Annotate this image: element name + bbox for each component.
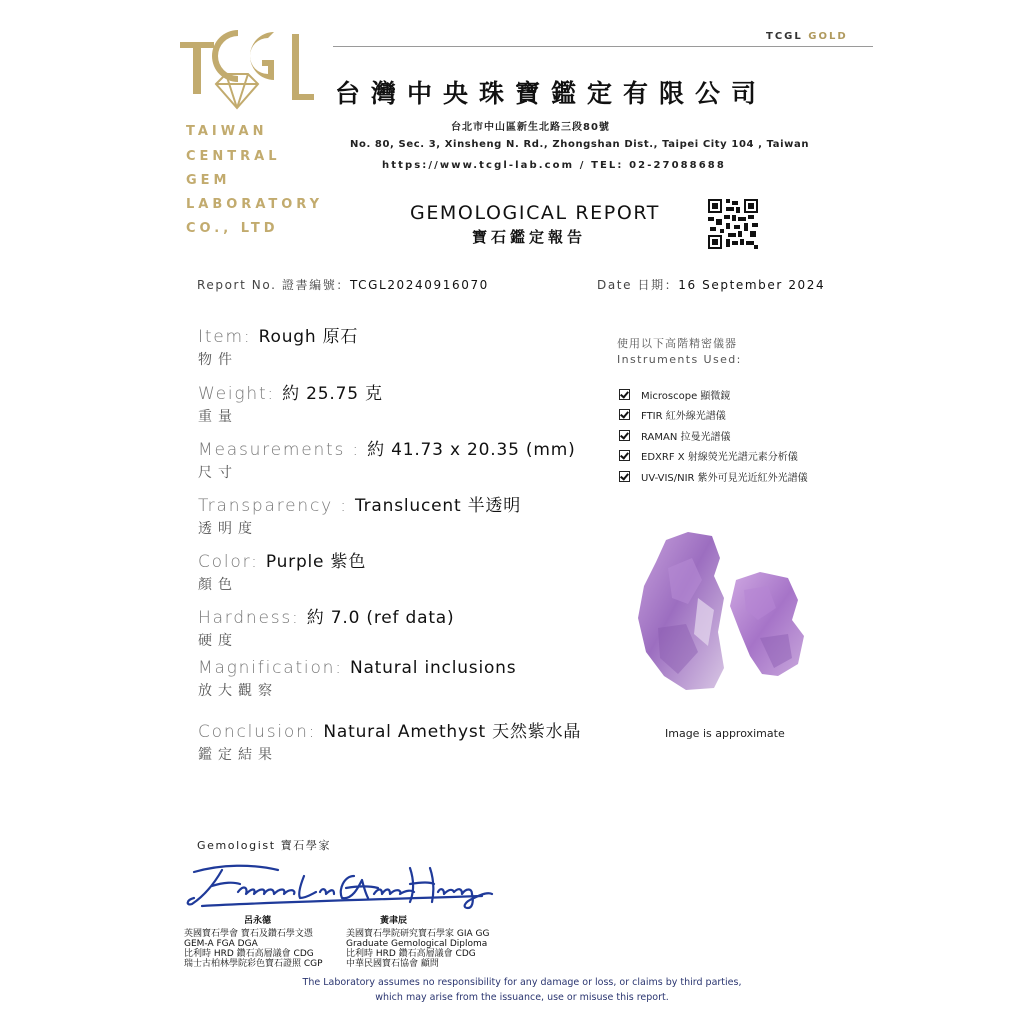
signatures-image bbox=[182, 858, 502, 910]
checkbox-checked-icon bbox=[619, 389, 630, 400]
report-number-value: TCGL20240916070 bbox=[349, 278, 489, 292]
tcgl-logo bbox=[176, 24, 316, 114]
header-rule bbox=[333, 46, 873, 47]
gemologist-label: Gemologist 寶石學家 bbox=[197, 839, 332, 852]
field-measurements: Measurements : 約 41.73 x 20.35 (mm) 尺寸 bbox=[198, 440, 576, 481]
signer-credentials: 美國寶石學院研究寶石學家 GIA GG Graduate Gemological Diploma 比利時 HRD 鑽石高層議會 CDG 中華民國寶石協會 顧問 bbox=[346, 929, 490, 969]
report-date-label: Date 日期： bbox=[597, 278, 679, 292]
checkbox-checked-icon bbox=[619, 450, 630, 461]
instruments-heading: Instruments Used: bbox=[617, 353, 742, 366]
instrument-item: FTIR 紅外線光譜儀 bbox=[619, 407, 726, 422]
report-title: GEMOLOGICAL REPORT bbox=[410, 202, 660, 224]
contact-line: https://www.tcgl-lab.com / TEL: 02-27088688 bbox=[382, 160, 726, 171]
qr-code-icon[interactable] bbox=[708, 199, 758, 249]
signer-credentials: 英國寶石學會 寶石及鑽石學文憑 GEM-A FGA DGA 比利時 HRD 鑽石高層議會 CDG 瑞士古柏林學院彩色寶石證照 CGP bbox=[184, 929, 323, 969]
field-item: Item: Rough 原石 物件 bbox=[198, 327, 359, 368]
report-date bbox=[597, 276, 825, 293]
instruments-heading-zh: 使用以下高階精密儀器 bbox=[617, 337, 737, 350]
photo-caption: Image is approximate bbox=[665, 727, 785, 740]
checkbox-checked-icon bbox=[619, 471, 630, 482]
lab-name-line: LABORATORY bbox=[186, 197, 323, 212]
field-hardness: Hardness: 約 7.0 (ref data) 硬度 bbox=[198, 608, 455, 649]
disclaimer: The Laboratory assumes no responsibility for any damage or loss, or claims by third parties, which may arise from the issuance, use or misuse this report. bbox=[302, 977, 742, 1003]
instrument-item: EDXRF X 射線熒光光譜元素分析儀 bbox=[619, 448, 798, 463]
checkbox-checked-icon bbox=[619, 430, 630, 441]
lab-name-line: CO., LTD bbox=[186, 221, 279, 236]
amethyst-photo bbox=[628, 528, 818, 698]
company-name: 台灣中央珠寶鑑定有限公司 bbox=[335, 79, 768, 108]
lab-name-line: GEM bbox=[186, 173, 231, 188]
instrument-item: Microscope 顯微鏡 bbox=[619, 387, 730, 402]
signer-name: 呂永德 bbox=[244, 916, 272, 926]
svg-text:TCGL: TCGL bbox=[246, 74, 249, 75]
lab-name-line: CENTRAL bbox=[186, 149, 281, 164]
instrument-item: UV-VIS/NIR 紫外可見光近紅外光譜儀 bbox=[619, 469, 808, 484]
report-number bbox=[197, 276, 489, 293]
field-magnification: Magnification: Natural inclusions 放大觀察 bbox=[198, 658, 517, 699]
field-color: Color: Purple 紫色 顏色 bbox=[198, 552, 367, 593]
lab-name-line: TAIWAN bbox=[186, 124, 268, 139]
address-zh: 台北市中山區新生北路三段80號 bbox=[451, 122, 610, 133]
field-transparency: Transparency : Translucent 半透明 透明度 bbox=[198, 496, 522, 537]
address-en: No. 80, Sec. 3, Xinsheng N. Rd., Zhongshan Dist., Taipei City 104 , Taiwan bbox=[350, 139, 810, 150]
svg-text:Franco Lui Anne Huang: Franco Lui Anne Huang bbox=[182, 858, 194, 859]
report-title-zh: 寶石鑑定報告 bbox=[472, 228, 587, 246]
report-date-value: 16 September 2024 bbox=[678, 278, 826, 292]
signer-name: 黃聿辰 bbox=[380, 916, 408, 926]
instrument-item: RAMAN 拉曼光譜儀 bbox=[619, 428, 731, 443]
field-weight: Weight: 約 25.75 克 重量 bbox=[198, 384, 383, 425]
checkbox-checked-icon bbox=[619, 409, 630, 420]
report-number-label: Report No. 證書編號： bbox=[197, 278, 350, 292]
brand-tag: TCGL GOLD bbox=[766, 31, 848, 42]
field-conclusion: Conclusion: Natural Amethyst 天然紫水晶 鑑定結果 bbox=[198, 722, 582, 763]
